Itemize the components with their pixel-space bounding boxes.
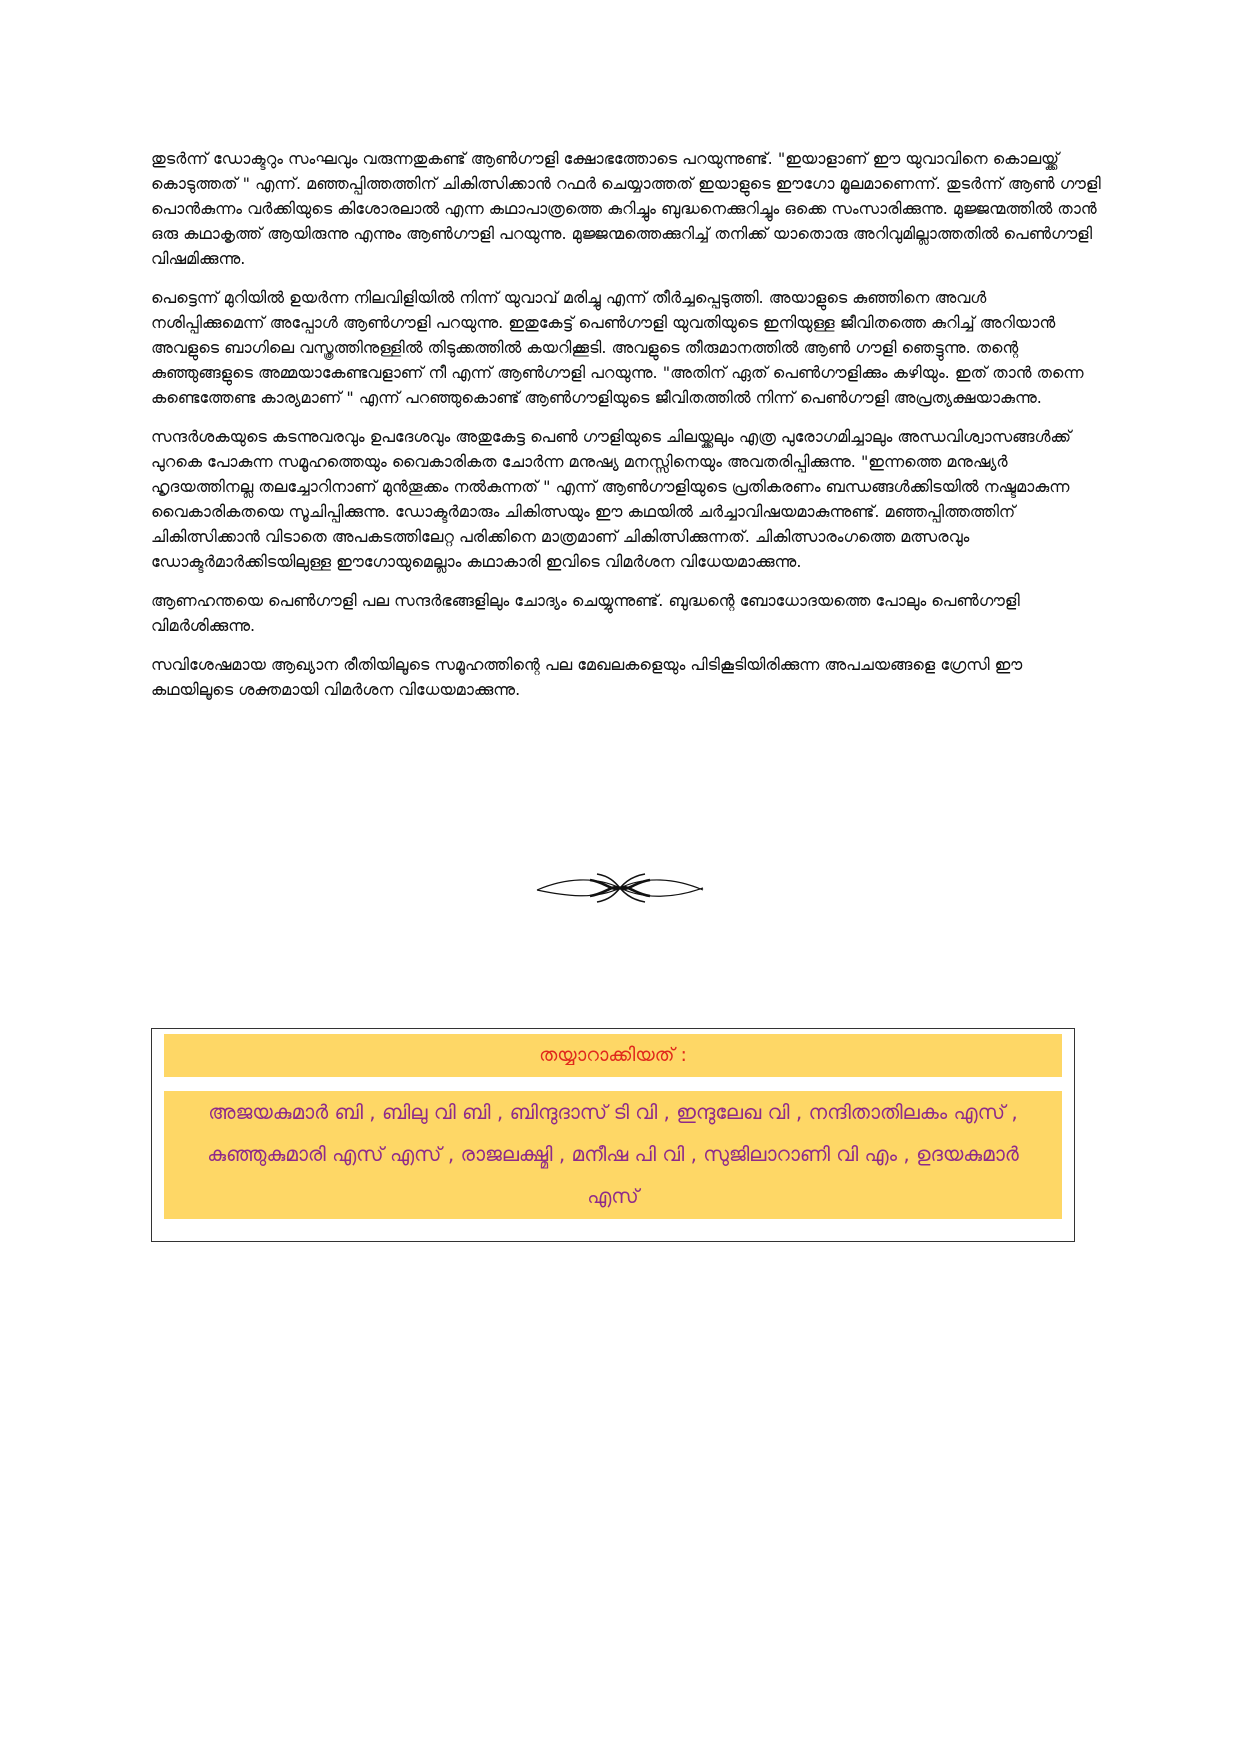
flourish-divider-icon [535,866,705,910]
paragraph-2: പെട്ടെന്ന് മുറിയിൽ ഉയർന്ന നിലവിളിയിൽ നിന്ന് യുവാവ് മരിച്ചു എന്ന് തീർച്ചപ്പെടുത്തി. അയാളുടെ കുഞ്ഞിനെ അവൾ നശിപ്പിക്കുമെന്ന് അപ്പോൾ ആൺഗൗളി പറയുന്നു. ഇതുകേട്ട് പെൺഗൗളി യുവതിയുടെ ഇനിയുള്ള ജീവിതത്തെ കുറിച്ച് അറിയാൻ അവളുടെ ബാഗിലെ വസ്ത്രത്തിനുള്ളിൽ തിടുക്കത്തിൽ കയറിക്കൂടി. അവളുടെ തീരുമാനത്തിൽ ആൺ ഗൗളി ഞെട്ടുന്നു. തന്റെ കുഞ്ഞുങ്ങളുടെ അമ്മയാകേണ്ടവളാണ് നീ എന്ന് ആൺഗൗളി പറയുന്നു. "അതിന് ഏത് പെൺഗൗളിക്കും കഴിയും. ഇത് താൻ തന്നെ കണ്ടെത്തേണ്ട കാര്യമാണ് " എന്ന് പറഞ്ഞുകൊണ്ട് ആൺഗൗളിയുടെ ജീവിതത്തിൽ നിന്ന് പെൺഗൗളി അപ്രത്യക്ഷയാകുന്നു. [151,288,1084,407]
credits-names: അജയകുമാർ ബി , ബിലു വി ബി , ബിന്ദുദാസ് ടി വി , ഇന്ദുലേഖ വി , നന്ദിതാതിലകം എസ് , കുഞ്ഞുകുമാരി എസ് എസ് , രാജലക്ഷ്മി , മനീഷ പി വി , സുജിലാറാണി വി എം , ഉദയകുമാർ എസ് [164,1091,1062,1219]
credits-box [151,1028,1075,1242]
paragraph-5: സവിശേഷമായ ആഖ്യാന രീതിയിലൂടെ സമൂഹത്തിന്റെ പല മേഖലകളെയും പിടികൂടിയിരിക്കുന്ന അപചയങ്ങളെ ഗ്രേസി ഈ കഥയിലൂടെ ശക്തമായി വിമർശന വിധേയമാക്കുന്നു. [151,655,1023,699]
paragraph-4: ആണഹന്തയെ പെൺഗൗളി പല സന്ദർഭങ്ങളിലും ചോദ്യം ചെയ്യുന്നുണ്ട്. ബുദ്ധന്റെ ബോധോദയത്തെ പോലും പെൺഗൗളി വിമർശിക്കുന്നു. [151,591,1020,635]
paragraph-1: തുടർന്ന് ഡോക്ടറും സംഘവും വരുന്നതുകണ്ട് ആൺഗൗളി ക്ഷോഭത്തോടെ പറയുന്നുണ്ട്. "ഇയാളാണ് ഈ യുവാവിനെ കൊലയ്ക്ക് കൊടുത്തത് " എന്ന്. മഞ്ഞപ്പിത്തത്തിന് ചികിത്സിക്കാൻ റഫർ ചെയ്യാത്തത് ഇയാളുടെ ഈഗോ മൂലമാണെന്ന്. തുടർന്ന് ആൺ ഗൗളി പൊൻകുന്നം വർക്കിയുടെ കിശോരലാൽ എന്ന കഥാപാത്രത്തെ കുറിച്ചും ബുദ്ധനെക്കുറിച്ചും ഒക്കെ സംസാരിക്കുന്നു. മുജ്ജന്മത്തിൽ താൻ ഒരു കഥാകൃത്ത് ആയിരുന്നു എന്നും ആൺഗൗളി പറയുന്നു. മുജ്ജന്മത്തെക്കുറിച്ച് തനിക്ക് യാതൊരു അറിവുമില്ലാത്തതിൽ പെൺഗൗളി വിഷമിക്കുന്നു. [151,149,1101,268]
paragraph-3: സന്ദർശകയുടെ കടന്നുവരവും ഉപദേശവും അതുകേട്ട പെൺ ഗൗളിയുടെ ചിലയ്ക്കലും എത്ര പുരോഗമിച്ചാലും അന്ധവിശ്വാസങ്ങൾക്ക് പുറകെ പോകുന്ന സമൂഹത്തെയും വൈകാരികത ചോർന്ന മനുഷ്യ മനസ്സിനെയും അവതരിപ്പിക്കുന്നു. "ഇന്നത്തെ മനുഷ്യർ ഹൃദയത്തിനല്ല തലച്ചോറിനാണ് മുൻതൂക്കം നൽകുന്നത് " എന്ന് ആൺഗൗളിയുടെ പ്രതികരണം ബന്ധങ്ങൾക്കിടയിൽ നഷ്ടമാകുന്ന വൈകാരികതയെ സൂചിപ്പിക്കുന്നു. ഡോക്ടർമാരും ചികിത്സയും ഈ കഥയിൽ ചർച്ചാവിഷയമാകുന്നുണ്ട്. മഞ്ഞപ്പിത്തത്തിന് ചികിത്സിക്കാൻ വിടാതെ അപകടത്തിലേറ്റ പരിക്കിനെ മാത്രമാണ് ചികിത്സിക്കുന്നത്. ചികിത്സാരംഗത്തെ മത്സരവും ഡോക്ടർമാർക്കിടയിലുള്ള ഈഗോയുമെല്ലാം കഥാകാരി ഇവിടെ വിമർശന വിധേയമാക്കുന്നു. [151,427,1072,571]
article-body [151,146,1101,716]
credits-heading: തയ്യാറാക്കിയത് : [164,1034,1062,1077]
